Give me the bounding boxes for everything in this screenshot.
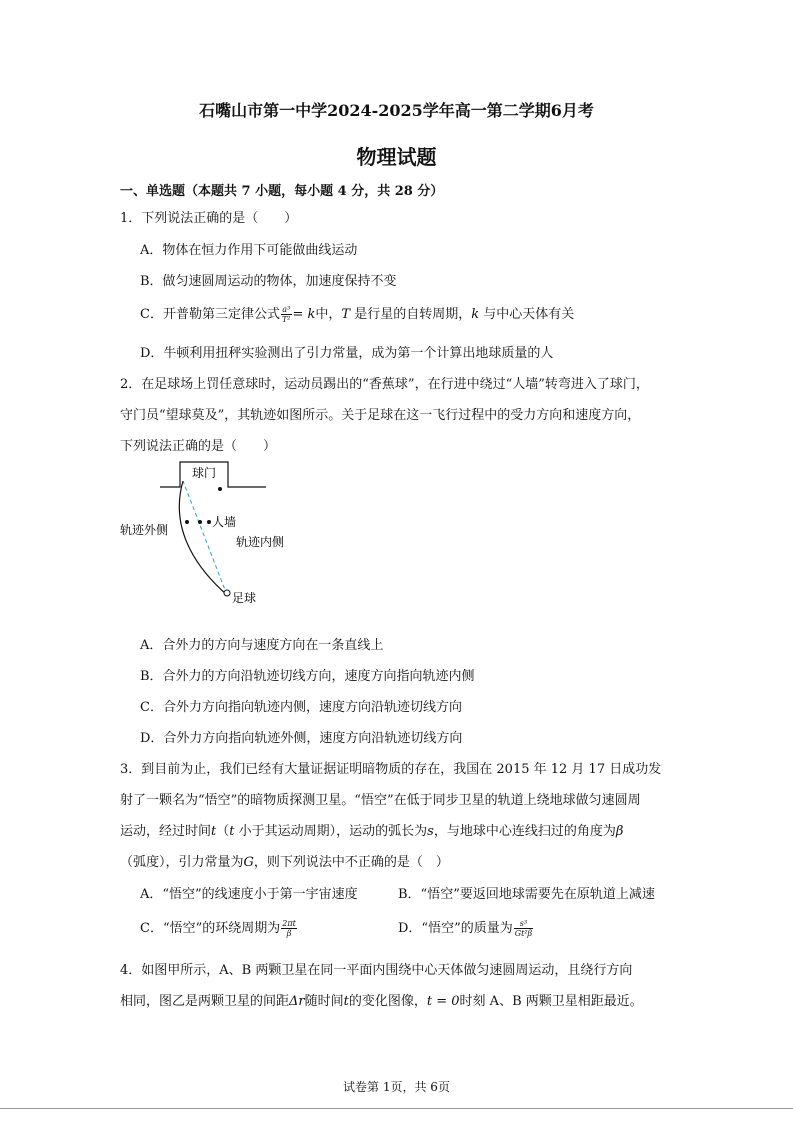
q3-l4-G: G bbox=[243, 855, 254, 870]
q2-option-c: C．合外力方向指向轨迹内侧，速度方向沿轨迹切线方向 bbox=[140, 700, 462, 715]
wall-dot bbox=[198, 520, 202, 524]
q3-c-num: 2πt bbox=[282, 919, 296, 928]
q3-option-b: B．“悟空”要返回地球需要先在原轨道上减速 bbox=[398, 887, 655, 902]
q4-l2-b: 随时间 bbox=[304, 994, 344, 1009]
q1-c-prefix: C．开普勒第三定律公式 bbox=[140, 307, 280, 322]
goalkeeper-dot bbox=[218, 487, 222, 491]
q1-option-b: B．做匀速圆周运动的物体，加速度保持不变 bbox=[140, 274, 397, 289]
wall-dot bbox=[185, 520, 189, 524]
q3-c-den: β bbox=[286, 929, 292, 938]
q4-l2-d: 时刻 A、B 两颗卫星相距最近。 bbox=[459, 994, 643, 1009]
exam-title: 石嘴山市第一中学2024-2025学年高一第二学期6月考 bbox=[199, 101, 594, 120]
banana-kick-figure bbox=[110, 455, 310, 610]
q3-c-prefix: C．“悟空”的环绕周期为 bbox=[140, 921, 281, 936]
q1-c-fraction bbox=[281, 305, 292, 324]
q3-line2: 射了一颗名为“悟空”的暗物质探测卫星。“悟空”在低于同步卫星的轨道上绕地球做匀速圆周 bbox=[120, 793, 641, 808]
q3-line4 bbox=[120, 851, 449, 870]
label-outer-side: 轨迹外侧 bbox=[120, 523, 169, 537]
q1-stem: 1．下列说法正确的是（ ） bbox=[120, 211, 298, 226]
q4-line2 bbox=[120, 990, 643, 1009]
ball-trajectory bbox=[179, 481, 227, 595]
bottom-rule bbox=[0, 1108, 793, 1109]
label-inner-side: 轨迹内侧 bbox=[236, 535, 285, 549]
q3-d-fraction bbox=[514, 919, 533, 938]
q3-c-fraction bbox=[281, 919, 297, 938]
q3-line1: 3．到目前为止，我们已经有大量证据证明暗物质的存在，我国在 2015 年 12 月 17 日成功发 bbox=[120, 762, 662, 777]
label-ball: 足球 bbox=[232, 591, 257, 605]
q4-line1: 4．如图甲所示，A、B 两颗卫星在同一平面内围绕中心天体做匀速圆周运动，且绕行方向 bbox=[120, 963, 633, 978]
q4-l2-t: t bbox=[343, 994, 349, 1009]
exam-subtitle: 物理试题 bbox=[356, 145, 437, 169]
q3-d-prefix: D．“悟空”的质量为 bbox=[398, 921, 513, 936]
q4-l2-a: 相同，图乙是两颗卫星的间距 bbox=[120, 994, 290, 1009]
straight-dashed-line bbox=[183, 481, 227, 595]
ball-icon bbox=[224, 590, 230, 596]
q3-l4-a: （弧度），引力常量为 bbox=[120, 855, 244, 870]
q3-d-den: Gt²β bbox=[514, 929, 533, 938]
q3-l3-c: 小于其运动周期），运动的弧长为 bbox=[234, 824, 428, 839]
q1-c-mid2: 是行星的自转周期， bbox=[350, 307, 472, 322]
q2-line3: 下列说法正确的是（ ） bbox=[120, 439, 277, 454]
q1-option-c bbox=[140, 303, 574, 324]
q4-l2-c: 的变化图像， bbox=[348, 994, 427, 1009]
q3-l3-t2: t bbox=[229, 824, 235, 839]
q3-l3-d: ，与地球中心连线扫过的角度为 bbox=[433, 824, 616, 839]
q1-c-mid: 中， bbox=[315, 307, 342, 322]
q3-l3-t: t bbox=[211, 824, 217, 839]
q3-l3-beta: β bbox=[615, 824, 624, 839]
q1-c-den: T² bbox=[281, 315, 291, 324]
q3-l3-a: 运动，经过时间 bbox=[120, 824, 212, 839]
q2-option-b: B．合外力的方向沿轨迹切线方向，速度方向指向轨迹内侧 bbox=[140, 669, 475, 684]
q3-option-d bbox=[398, 917, 534, 938]
q3-d-num: s³ bbox=[514, 919, 533, 929]
q2-option-a: A．合外力的方向与速度方向在一条直线上 bbox=[140, 638, 384, 653]
q1-c-k: k bbox=[471, 307, 480, 322]
q1-option-a: A．物体在恒力作用下可能做曲线运动 bbox=[140, 243, 358, 258]
q3-l3-s: s bbox=[427, 824, 434, 839]
q3-l3-b: （ bbox=[216, 824, 230, 839]
section-heading: 一、单选题（本题共 7 小题，每小题 4 分，共 28 分） bbox=[120, 184, 444, 199]
q3-line3 bbox=[120, 820, 623, 839]
page-footer: 试卷第 1页，共 6页 bbox=[343, 1080, 450, 1094]
q1-option-d: D．牛顿利用扭秤实验测出了引力常量，成为第一个计算出地球质量的人 bbox=[140, 346, 554, 361]
q1-c-post: 与中心天体有关 bbox=[479, 307, 575, 322]
q2-line2: 守门员“望球莫及”，其轨迹如图所示。关于足球在这一飞行过程中的受力方向和速度方向， bbox=[120, 408, 641, 423]
q4-l2-dr: Δr bbox=[289, 994, 305, 1009]
label-wall: 人墙 bbox=[212, 515, 237, 529]
q2-option-d: D．合外力方向指向轨迹外侧，速度方向沿轨迹切线方向 bbox=[140, 731, 463, 746]
q1-c-num: a³ bbox=[282, 305, 291, 314]
q3-option-c bbox=[140, 917, 298, 938]
label-goal: 球门 bbox=[192, 466, 217, 480]
q2-line1: 2．在足球场上罚任意球时，运动员踢出的“香蕉球”，在行进中绕过“人墙”转弯进入了球门， bbox=[120, 377, 649, 392]
q1-c-T: T bbox=[341, 307, 351, 322]
wall-dot bbox=[207, 520, 211, 524]
q3-option-a: A．“悟空”的线速度小于第一宇宙速度 bbox=[140, 887, 358, 902]
q1-c-eq: = k bbox=[292, 307, 316, 322]
q4-l2-t0: t = 0 bbox=[426, 994, 460, 1009]
q3-l4-b: ，则下列说法中不正确的是（ ） bbox=[253, 855, 449, 870]
